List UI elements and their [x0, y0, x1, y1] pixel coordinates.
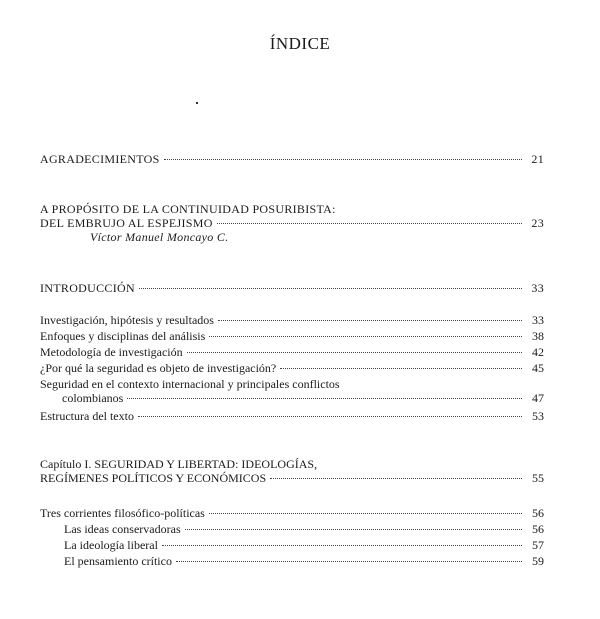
- toc-entry-line1: Seguridad en el contexto internacional y principales conflictos: [40, 377, 340, 391]
- dot-leader: [280, 368, 522, 369]
- toc-entry-text: Tres corrientes filosófico-políticas: [40, 506, 205, 520]
- toc-entry-text: Enfoques y disciplinas del análisis: [40, 329, 206, 343]
- toc-entry[interactable]: [40, 554, 544, 568]
- toc-entry-text: DEL EMBRUJO AL ESPEJISMO: [40, 216, 213, 230]
- toc-entry-text: El pensamiento crítico: [64, 554, 172, 568]
- dot-leader: [217, 223, 522, 224]
- dot-leader: [139, 288, 522, 289]
- toc-entry-line1: Capítulo I. SEGURIDAD Y LIBERTAD: IDEOLOGÍAS,: [40, 457, 318, 471]
- dot-leader: [138, 416, 522, 417]
- toc-entry[interactable]: [40, 457, 544, 485]
- dot-leader: [185, 529, 522, 530]
- toc-entry[interactable]: [40, 329, 544, 343]
- toc-entry-text: INTRODUCCIÓN: [40, 281, 135, 295]
- toc-page-number: 56: [532, 522, 544, 536]
- toc-page-number: 38: [532, 329, 544, 343]
- dot-leader: [270, 478, 522, 479]
- page-title: ÍNDICE: [269, 34, 331, 53]
- toc-page-number: 57: [532, 538, 544, 552]
- toc-entry[interactable]: [40, 409, 544, 423]
- toc-entry-text: REGÍMENES POLÍTICOS Y ECONÓMICOS: [40, 471, 267, 485]
- toc-entry-text: colombianos: [62, 391, 124, 405]
- toc-page-number: 33: [532, 313, 544, 327]
- toc-page-number: 33: [531, 281, 544, 295]
- dot-leader: [187, 352, 522, 353]
- toc-entry[interactable]: [40, 152, 544, 166]
- toc-entry[interactable]: [40, 361, 544, 375]
- toc-page-number: 45: [532, 361, 544, 375]
- toc-entry-line1: A PROPÓSITO DE LA CONTINUIDAD POSURIBISTA:: [40, 202, 336, 216]
- dot-leader: [176, 561, 522, 562]
- toc-entry-text: La ideología liberal: [64, 538, 158, 552]
- dot-leader: [218, 320, 522, 321]
- toc-entry-text: Metodología de investigación: [40, 345, 183, 359]
- toc-page-number: 21: [531, 152, 544, 166]
- toc-entry[interactable]: [40, 377, 544, 405]
- toc-entry[interactable]: [40, 538, 544, 552]
- toc-entry[interactable]: [40, 202, 544, 244]
- toc-page-number: 47: [532, 391, 544, 405]
- toc-entry[interactable]: [40, 345, 544, 359]
- toc-page-number: 23: [531, 216, 544, 230]
- stray-mark: [196, 102, 198, 104]
- toc-entry[interactable]: [40, 313, 544, 327]
- toc-entry-text: ¿Por qué la seguridad es objeto de investigación?: [40, 361, 277, 375]
- toc-entry-text: Estructura del texto: [40, 409, 134, 423]
- dot-leader: [164, 159, 522, 160]
- toc-page-number: 53: [532, 409, 544, 423]
- dot-leader: [127, 398, 522, 399]
- dot-leader: [209, 513, 522, 514]
- toc-author: Víctor Manuel Moncayo C.: [90, 230, 229, 244]
- toc-entry[interactable]: [40, 506, 544, 520]
- toc-page-number: 59: [532, 554, 544, 568]
- toc-page-number: 55: [532, 471, 544, 485]
- dot-leader: [162, 545, 522, 546]
- toc-page-number: 56: [532, 506, 544, 520]
- toc-entry-text: AGRADECIMIENTOS: [40, 152, 160, 166]
- dot-leader: [209, 336, 522, 337]
- toc-entry-text: Investigación, hipótesis y resultados: [40, 313, 214, 327]
- toc-page-number: 42: [532, 345, 544, 359]
- toc-entry[interactable]: [40, 522, 544, 536]
- toc-entry[interactable]: [40, 281, 544, 295]
- toc-entry-text: Las ideas conservadoras: [64, 522, 181, 536]
